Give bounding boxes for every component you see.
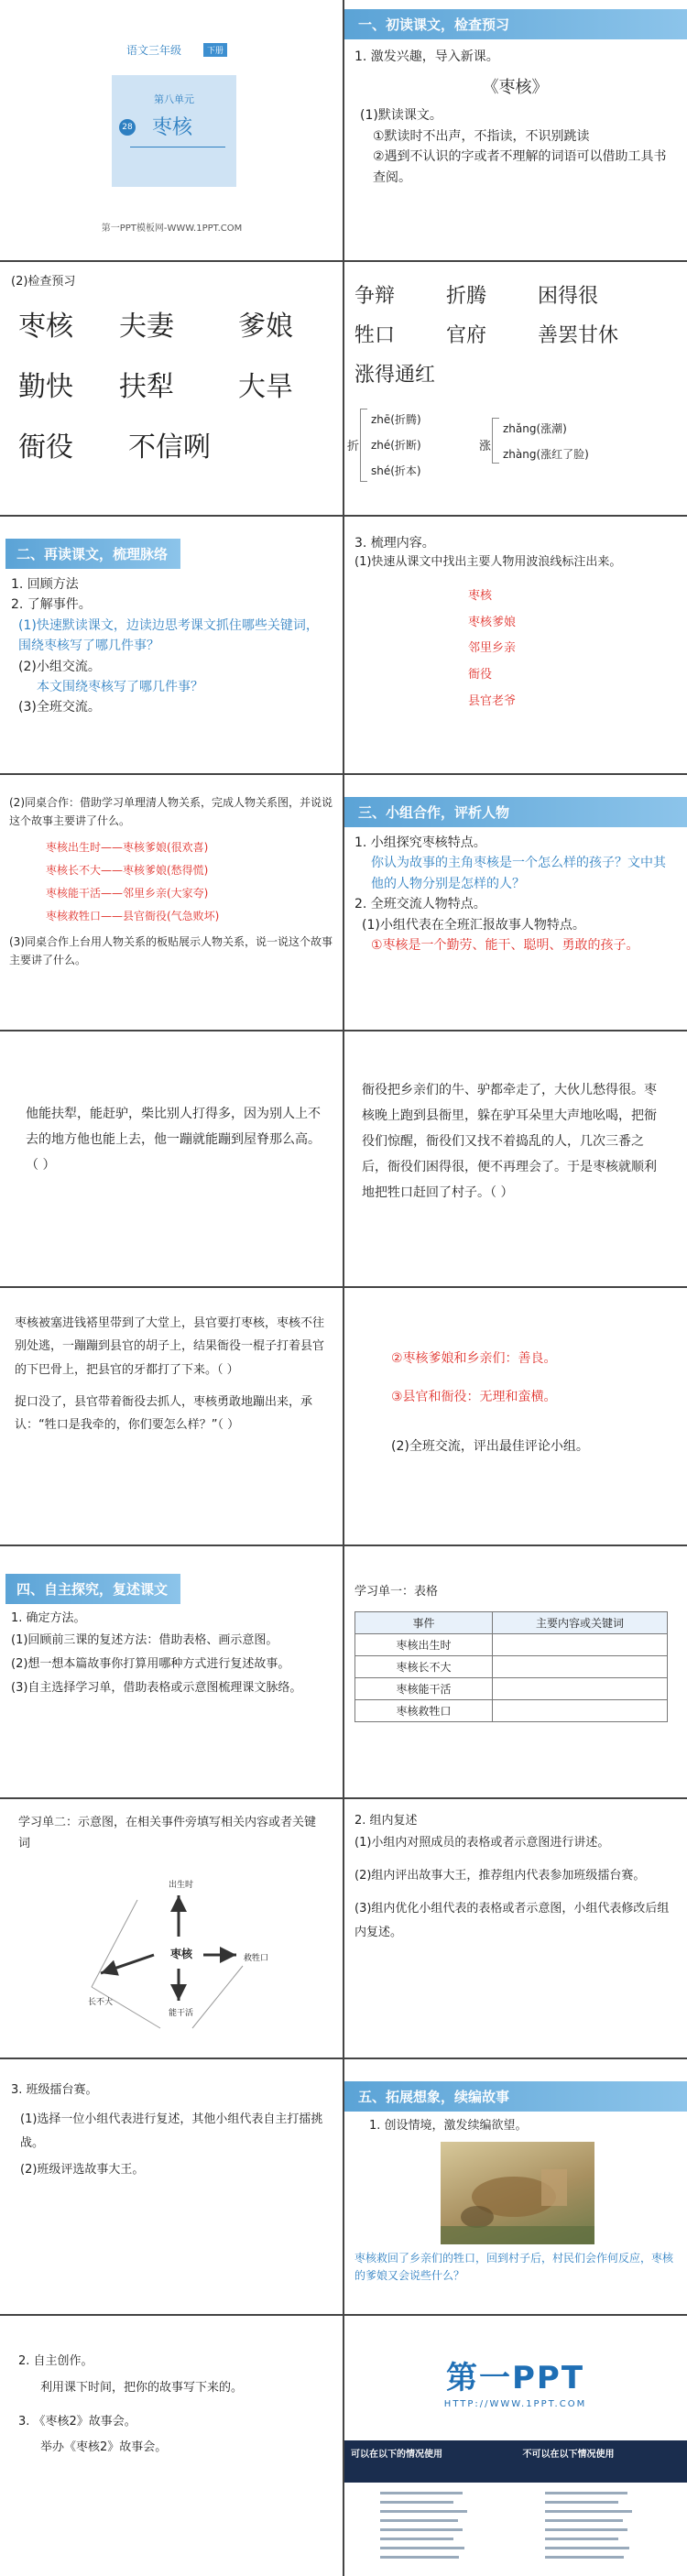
section-5-slide [344,2059,687,2314]
brace [360,409,367,482]
line-3: (2)班级评选故事大王。 [20,2162,145,2177]
grid-divider [0,1797,687,1799]
line-2: (1)选择一位小组代表进行复述，其他小组代表自主打擂挑战。 [20,2112,323,2150]
link-list [344,2483,687,2574]
grid-divider [0,773,687,775]
line-2: (3)同桌合作上台用人物关系的板贴展示人物关系，说一说这个故事主要讲了什么。 [9,934,333,966]
trait: ②枣核爹娘和乡亲们：善良。 [391,1351,557,1366]
event-table [354,1611,668,1722]
character: 枣核 [468,589,493,604]
grid-divider [0,1545,687,1546]
badge: 下册 [203,43,227,57]
section-title: 三、小组合作，评析人物 [344,797,687,827]
create-slide [0,2316,344,2576]
line-4: ②遇到不认识的字或者不理解的词语可以借助工具书查阅。 [373,149,667,185]
line-3: (2)组内评出故事大王，推荐组内代表参加班级擂台赛。 [354,1868,646,1883]
line-2: (1)回顾前三课的复述方法：借助表格、画示意图。 [11,1632,278,1647]
word: 夫妻 [119,311,174,343]
traits-slide [344,1288,687,1545]
event: 枣核救牲口——县官衙役(气急败坏) [46,910,220,923]
relation-slide [0,775,344,1030]
diagram-top: 出生时 [169,1881,194,1890]
event: 枣核能干活——邻里乡亲(大家夸) [46,887,209,901]
table-header: 事件 [355,1612,493,1634]
word: 扶犁 [119,371,174,403]
section-3-slide [344,775,687,1030]
table-cell[interactable] [493,1634,668,1656]
line-2: 你认为故事的主角枣核是一个怎么样的孩子？文中其他的人物分别是怎样的人？ [371,856,666,891]
table-cell: 枣核长不大 [355,1656,493,1678]
line-1: (2)检查预习 [11,275,76,289]
line-1: (2)同桌合作：借助学习单理清人物关系，完成人物关系图，并说说这个故事主要讲了什么。 [9,796,333,828]
grid-divider [0,260,687,262]
section-title: 五、拓展想象，续编故事 [344,2081,687,2112]
section-4-slide [0,1546,344,1797]
contest-slide [0,2059,344,2314]
pron: zhǎng(涨潮) [503,422,567,435]
characters-slide [344,517,687,773]
word: 争辩 [354,285,396,308]
passage: 衙役把乡亲们的牛、驴都牵走了，大伙儿愁得很。枣核晚上跑到县衙里，躲在驴耳朵里大声地吆喝，把衙役们惊醒，衙役们又找不着捣乱的人，几次三番之后，衙役们困得很，便不再理会了。于是枣核就顺利地把牲口赶回了村子。（ ） [362,1083,657,1200]
word: 衙役 [18,431,73,464]
line-2: 枣核救回了乡亲们的牲口，回到村子后，村民们会作何反应，枣核的爹娘又会说些什么？ [354,2251,674,2282]
pron: zhé(折断) [371,439,421,452]
line-1: 3. 梳理内容。 [354,536,435,551]
line-4: (3)自主选择学习单，借助表格或示意图梳理课文脉络。 [11,1680,302,1695]
diagram-center: 枣核 [170,1948,193,1960]
section-title: 一、初读课文，检查预习 [344,9,687,39]
cover-slide [0,0,344,260]
word: 官府 [446,324,487,347]
title-card [112,75,236,187]
line-4: (1)小组代表在全班汇报故事人物特点。 [362,917,585,933]
words-slide [0,262,344,515]
line-2: (1)小组内对照成员的表格或者示意图进行讲述。 [354,1835,610,1850]
section-title: 四、自主探究，复述课文 [5,1574,180,1604]
table-row [355,1678,668,1700]
grid-divider [0,2314,687,2316]
line-1: 1. 激发兴趣，导入新课。 [354,49,499,64]
line-3: ①默读时不出声，不指读，不识别跳读 [373,128,590,144]
grid-divider [0,2058,687,2059]
grid-divider [0,1030,687,1031]
line-2: (1)快速从课文中找出主要人物用波浪线标注出来。 [354,555,622,570]
table-header: 主要内容或关键词 [493,1612,668,1634]
usage-allowed: 可以在以下的情况使用 [351,2450,442,2460]
line-2: (1)默读课文。 [360,108,442,124]
line-1: 3. 班级擂台赛。 [11,2083,98,2097]
passage-slide-3 [0,1288,344,1545]
group-retell-slide [344,1799,687,2058]
book-title: 《枣核》 [482,78,549,98]
usage-forbidden: 不可以在以下情况使用 [522,2450,615,2460]
brand-url: HTTP://WWW.1PPT.COM [443,2399,587,2409]
passage: 捉口没了，县官带着衙役去抓人，枣核勇敢地蹦出来，承认：“牲口是我牵的，你们要怎么样？”（ ） [15,1395,313,1433]
word: 困得很 [538,285,599,308]
passage-slide-1 [0,1031,344,1286]
grade-label: 语文三年级 [126,44,182,57]
word: 牲口 [354,324,396,347]
word: 勤快 [18,371,73,403]
line-2: 利用课下时间，把你的故事写下来的。 [40,2380,244,2395]
zhang-char: 涨 [479,440,492,453]
line-6: (3)全班交流。 [18,700,101,715]
unit-label: 第八单元 [154,93,194,105]
grid-divider [0,1286,687,1288]
table-cell[interactable] [493,1678,668,1700]
table-cell: 枣核救牲口 [355,1700,493,1722]
line-1: 1. 确定方法。 [11,1611,86,1625]
line-4: 举办《枣核2》故事会。 [40,2440,168,2455]
lesson-title: 枣核 [152,116,193,139]
word: 涨得通红 [354,364,436,387]
line-4: (3)组内优化小组代表的表格或者示意图，小组代表修改后组内复述。 [354,1901,670,1939]
brand-logo: 第一PPT [445,2360,585,2396]
worksheet-table-slide [344,1546,687,1797]
diagram-left: 长不大 [88,1998,114,2007]
diagram-bottom: 能干活 [169,2009,194,2018]
word: 大旱 [238,371,293,403]
table-row [355,1700,668,1722]
word: 善罢甘休 [538,324,619,347]
passage: 枣核被塞进钱褡里带到了大堂上，县官要打枣核，枣核不往别处逃，一蹦蹦到县官的胡子上，结果衙役一棍子打着县官的下巴骨上，把县官的牙都打了下来。（ ） [15,1316,325,1377]
line-1: 1. 小组探究枣核特点。 [354,835,486,850]
pron: zhàng(涨红了脸) [503,448,589,461]
story-illustration [441,2142,594,2244]
grid-divider [0,515,687,517]
word: 爹娘 [238,311,293,343]
word: 折腾 [446,285,487,308]
event: 枣核长不大——枣核爹娘(愁得慌) [46,863,209,877]
table-cell[interactable] [493,1656,668,1678]
brand-slide [344,2316,687,2576]
character: 邻里乡亲 [468,641,517,656]
character: 衙役 [468,667,493,682]
grid-divider [343,0,344,2576]
line-3: (1)快速默读课文，边读边思考课文抓住哪些关键词，围绕枣核写了哪几件事？ [18,617,319,654]
worksheet-title: 学习单一：表格 [354,1585,439,1599]
line-1: 2. 自主创作。 [18,2354,93,2368]
line-3: (2)全班交流，评出最佳评论小组。 [391,1439,589,1454]
passage: 他能扶犁，能赶驴，柴比别人打得多，因为别人上不去的地方他也能上去，他一蹦就能蹦到屋脊那么高。（ ） [26,1107,321,1173]
word: 枣核 [18,311,73,343]
character: 县官老爷 [468,693,517,708]
brace [492,418,499,464]
table-cell[interactable] [493,1700,668,1722]
words-slide-2 [344,262,687,515]
pron: shé(折本) [371,464,421,477]
character: 枣核爹娘 [468,615,517,629]
line-5: ①枣核是一个勤劳、能干、聪明、勇敢的孩子。 [371,937,639,953]
event: 枣核出生时——枣核爹娘(很欢喜) [46,840,209,854]
table-row [355,1634,668,1656]
section-title: 二、再读课文，梳理脉络 [5,539,180,569]
line-2: 2. 了解事件。 [11,597,92,613]
table-row [355,1656,668,1678]
section-2-slide [0,517,344,773]
line-1: 1. 回顾方法 [11,577,79,592]
usage-header [344,2440,687,2483]
preview-slide [344,0,687,260]
word: 不信咧 [128,431,211,464]
table-cell: 枣核出生时 [355,1634,493,1656]
line-5: 本文围绕枣核写了哪几件事？ [37,679,203,694]
line-3: 3. 《枣核2》故事会。 [18,2414,136,2429]
cover-footer: 第一PPT模板网-WWW.1PPT.COM [101,224,243,234]
line-3: 2. 全班交流人物特点。 [354,897,486,912]
line-1: 2. 组内复述 [354,1814,418,1828]
lesson-number: 28 [119,119,136,136]
pron: zhē(折腾) [371,413,421,426]
diagram-slide [0,1799,344,2058]
trait: ③县官和衙役：无理和蛮横。 [391,1390,557,1404]
passage-slide-2 [344,1031,687,1286]
diagram-right: 救牲口 [244,1954,269,1963]
zhe-char: 折 [347,440,360,453]
table-cell: 枣核能干活 [355,1678,493,1700]
line-1: 1. 创设情境，激发续编欲望。 [369,2119,528,2133]
line-3: (2)想一想本篇故事你打算用哪种方式进行复述故事。 [11,1656,290,1671]
worksheet-title: 学习单二：示意图，在相关事件旁填写相关内容或者关键词 [18,1816,317,1851]
line-4: (2)小组交流。 [18,659,101,674]
